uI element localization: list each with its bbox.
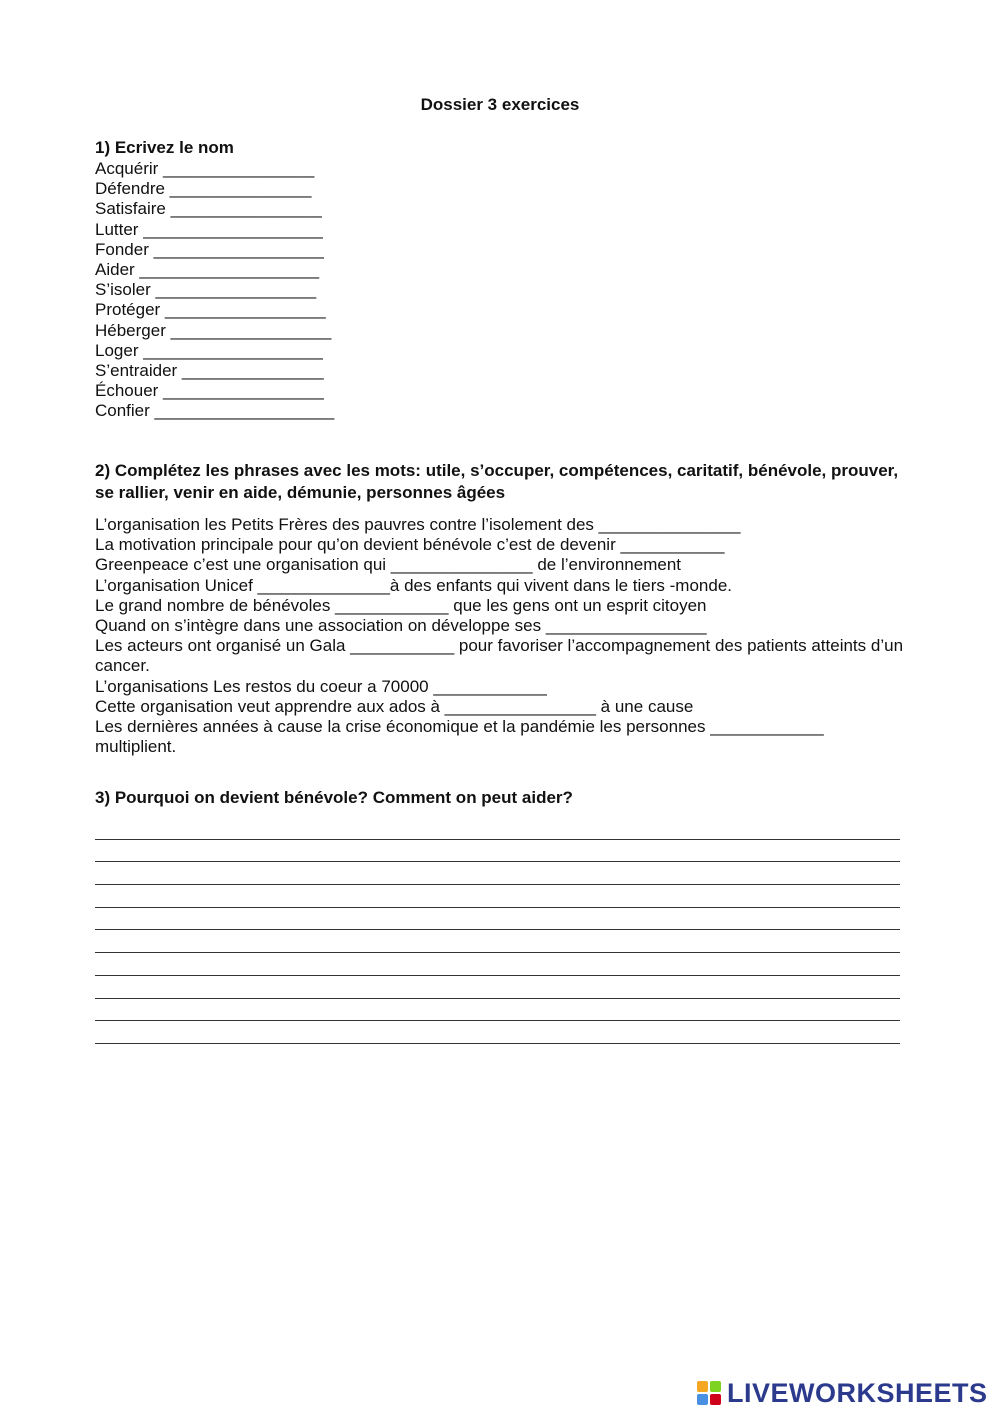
list-item: Confier ___________________ (95, 401, 335, 421)
answer-line[interactable] (95, 908, 900, 931)
list-item: Défendre _______________ (95, 179, 312, 199)
sentence: L’organisations Les restos du coeur a 70000 ____________ (95, 676, 547, 696)
list-item: Lutter ___________________ (95, 219, 323, 239)
answer-line[interactable] (95, 840, 900, 863)
list-item: Héberger _________________ (95, 320, 332, 340)
answer-line[interactable] (95, 817, 900, 840)
list-item: S’entraider _______________ (95, 361, 324, 381)
exercise-2 (95, 460, 905, 757)
sentence: L’organisation Unicef ______________à des enfants qui vivent dans le tiers -monde. (95, 575, 732, 595)
exercise-3-heading: 3) Pourquoi on devient bénévole? Comment on peut aider? (95, 788, 573, 807)
answer-line[interactable] (95, 976, 900, 999)
exercise-1 (95, 137, 334, 422)
sentence: Cette organisation veut apprendre aux ados à ________________ à une cause (95, 696, 694, 716)
sentence: Quand on s’intègre dans une association on développe ses _________________ (95, 616, 707, 636)
page-title: Dossier 3 exercices (420, 95, 580, 114)
exercise-3 (95, 787, 900, 1044)
answer-line[interactable] (95, 999, 900, 1022)
list-item: Fonder __________________ (95, 239, 324, 259)
exercise-2-sentences (95, 515, 905, 757)
list-item: S’isoler _________________ (95, 280, 317, 300)
sentence: L’organisation les Petits Frères des pauvres contre l’isolement des _______________ (95, 515, 741, 534)
sentence: Le grand nombre de bénévoles ____________ que les gens ont un esprit citoyen (95, 595, 707, 615)
sentence: Les acteurs ont organisé un Gala ___________ pour favoriser l’accompagnement des patients atteints d’un cancer. (95, 636, 904, 676)
sentence: Les dernières années à cause la crise économique et la pandémie les personnes ____________ multiplient. (95, 717, 824, 757)
exercise-1-list (95, 159, 334, 422)
logo-text: LIVEWORKSHEETS (727, 1377, 988, 1408)
answer-line[interactable] (95, 930, 900, 953)
list-item: Loger ___________________ (95, 340, 323, 360)
list-item: Protéger _________________ (95, 300, 326, 320)
list-item: Aider ___________________ (95, 260, 320, 280)
answer-line[interactable] (95, 862, 900, 885)
answer-line[interactable] (95, 953, 900, 976)
list-item: Satisfaire ________________ (95, 199, 322, 219)
answer-lines (95, 817, 900, 1044)
exercise-1-heading: 1) Ecrivez le nom (95, 138, 234, 157)
answer-line[interactable] (95, 1021, 900, 1044)
list-item: Échouer _________________ (95, 381, 324, 401)
sentence: La motivation principale pour qu’on devient bénévole c’est de devenir ___________ (95, 535, 725, 555)
logo-mark-icon (697, 1381, 721, 1405)
list-item: Acquérir ________________ (95, 159, 315, 178)
liveworksheets-logo (697, 1378, 988, 1408)
exercise-2-heading: 2) Complétez les phrases avec les mots: utile, s’occuper, compétences, caritatif, bénévole, prouver, se rallier, venir en aide, démunie, personnes âgées (95, 461, 899, 502)
answer-line[interactable] (95, 885, 900, 908)
sentence: Greenpeace c’est une organisation qui _______________ de l’environnement (95, 555, 681, 575)
